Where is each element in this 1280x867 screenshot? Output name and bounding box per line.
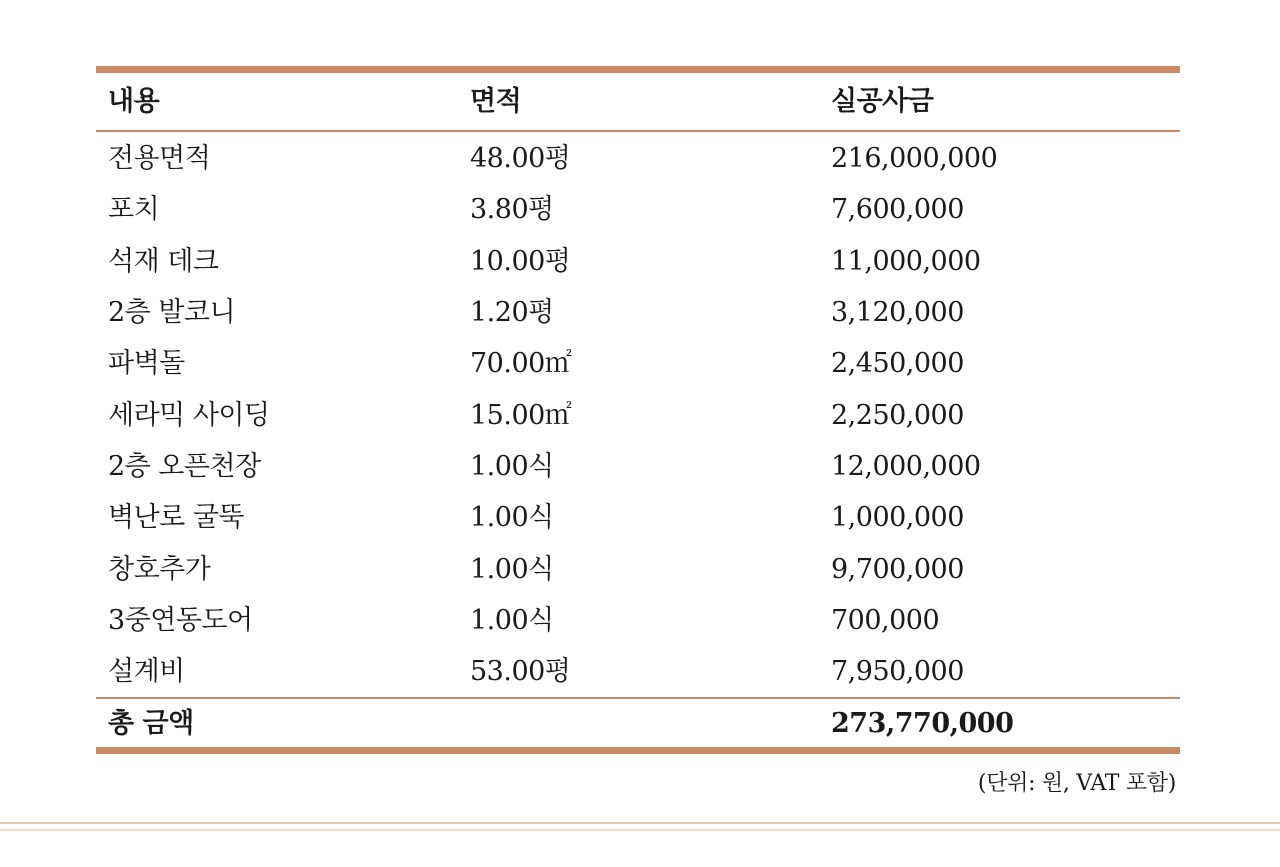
row-cost: 12,000,000	[831, 450, 981, 482]
row-area: 1.00식	[470, 553, 554, 585]
row-area: 1.00식	[470, 450, 554, 482]
table-row	[96, 492, 1180, 543]
table-top-rule	[96, 66, 1180, 73]
row-cost: 2,250,000	[831, 399, 964, 431]
total-row	[96, 699, 1180, 747]
table-header-row	[96, 73, 1180, 130]
row-area: 10.00평	[470, 245, 571, 277]
total-cost: 273,770,000	[831, 707, 1014, 739]
footer-stripe	[0, 822, 1280, 824]
table-row	[96, 595, 1180, 646]
row-item: 설계비	[108, 656, 185, 688]
row-cost: 9,700,000	[831, 553, 964, 585]
row-item: 2층 발코니	[108, 297, 236, 329]
table-row	[96, 287, 1180, 338]
row-cost: 700,000	[831, 604, 940, 636]
row-area: 1.00식	[470, 502, 554, 534]
cost-table	[96, 66, 1180, 754]
row-item: 벽난로 굴뚝	[108, 502, 244, 534]
row-cost: 7,950,000	[831, 656, 964, 688]
row-item: 석재 데크	[108, 245, 219, 277]
table-bottom-rule	[96, 747, 1180, 754]
row-area: 70.00㎡	[470, 348, 572, 380]
row-cost: 11,000,000	[831, 245, 981, 277]
row-item: 세라믹 사이딩	[108, 399, 270, 431]
row-area: 1.20평	[470, 297, 554, 329]
header-item: 내용	[108, 86, 160, 117]
table-row	[96, 184, 1180, 235]
footer-stripe	[0, 829, 1280, 831]
table-row	[96, 646, 1180, 697]
row-cost: 1,000,000	[831, 502, 964, 534]
row-cost: 7,600,000	[831, 194, 964, 226]
table-row	[96, 338, 1180, 389]
table-row	[96, 133, 1180, 184]
row-item: 포치	[108, 194, 160, 226]
row-item: 파벽돌	[108, 348, 185, 380]
row-cost: 216,000,000	[831, 143, 998, 175]
header-area: 면적	[470, 86, 522, 117]
table-row	[96, 236, 1180, 287]
table-row	[96, 543, 1180, 594]
table-row	[96, 441, 1180, 492]
row-item: 3중연동도어	[108, 604, 253, 636]
row-item: 전용면적	[108, 143, 211, 175]
row-item: 창호추가	[108, 553, 211, 585]
row-area: 1.00식	[470, 604, 554, 636]
row-area: 48.00평	[470, 143, 571, 175]
row-area: 53.00평	[470, 656, 571, 688]
unit-note: (단위: 원, VAT 포함)	[977, 771, 1176, 796]
table-body	[96, 132, 1180, 697]
row-area: 15.00㎡	[470, 399, 572, 431]
row-cost: 3,120,000	[831, 297, 964, 329]
row-area: 3.80평	[470, 194, 554, 226]
header-cost: 실공사금	[831, 86, 934, 117]
total-label: 총 금액	[108, 707, 194, 739]
table-row	[96, 389, 1180, 440]
row-item: 2층 오픈천장	[108, 450, 261, 482]
row-cost: 2,450,000	[831, 348, 964, 380]
